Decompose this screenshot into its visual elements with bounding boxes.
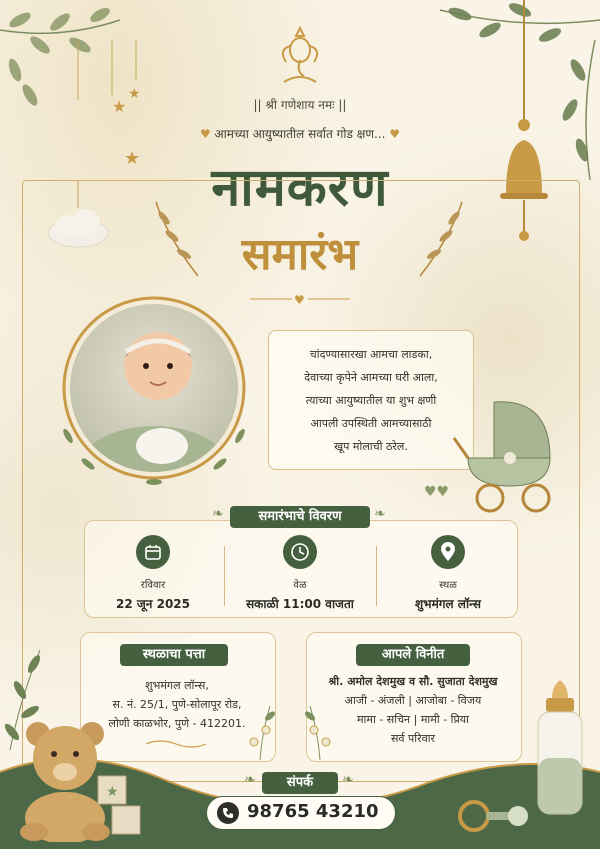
small-hearts-icon: ♥♥ — [424, 484, 450, 500]
tagline-text: आमच्या आयुष्यातील सर्वात गोड क्षण... — [214, 127, 386, 141]
hosts-line: आजी - अंजली | आजोबा - विजय — [344, 694, 482, 707]
time-label: वेळ — [293, 580, 307, 591]
svg-text:♥: ♥ — [294, 293, 305, 306]
place-column — [378, 535, 518, 612]
baby-photo — [58, 296, 250, 486]
verse-line: त्याच्या आयुष्यातील या शुभ क्षणी — [305, 394, 437, 407]
hosts-line: श्री. अमोल देशमुख व सौ. सुजाता देशमुख — [328, 675, 498, 688]
verse-line: खूप मोलाची ठरेल. — [334, 440, 408, 453]
address-line: लोणी काळभोर, पुणे - 412201. — [108, 717, 246, 730]
time-column — [230, 535, 370, 612]
heart-icon: ♥ — [389, 127, 401, 141]
address-line: शुभमंगल लॉन्स, — [145, 679, 209, 692]
calendar-icon — [136, 535, 170, 569]
title-line-1: नामकरण — [211, 157, 389, 218]
baby-rattle — [456, 794, 532, 840]
title-line-2: समारंभ — [241, 229, 359, 280]
time-value: सकाळी 11:00 वाजता — [246, 597, 354, 611]
date-column — [83, 535, 223, 612]
location-pin-icon — [431, 535, 465, 569]
tagline — [0, 125, 600, 142]
leaf-ornament-icon: ❧ — [374, 506, 386, 522]
phone-icon — [217, 802, 239, 824]
leaf-ornament-icon: ❧ — [244, 772, 256, 788]
verse-line: चांदण्यासारखा आमचा लाडका, — [309, 348, 433, 361]
hosts-line: मामा - सचिन | मामी - प्रिया — [356, 713, 470, 726]
date-label: रविवार — [140, 580, 166, 591]
place-label: स्थळ — [439, 580, 457, 591]
svg-text:★: ★ — [106, 784, 119, 800]
divider — [224, 546, 225, 606]
divider — [376, 546, 377, 606]
svg-text:★: ★ — [112, 97, 127, 116]
date-value: 22 जून 2025 — [115, 597, 191, 611]
address-line: स. नं. 25/1, पुणे-सोलापूर रोड, — [112, 698, 242, 711]
hosts-heading: आपले विनीत — [356, 644, 470, 666]
leaf-branch-bottom-left — [0, 640, 60, 750]
verse-line: आपली उपस्थिती आमच्यासाठी — [310, 417, 432, 430]
details-heading: समारंभाचे विवरण — [230, 506, 370, 528]
phone-pill[interactable] — [206, 796, 396, 830]
leaf-ornament-icon: ❧ — [212, 506, 224, 522]
address-heading: स्थळाचा पत्ता — [120, 644, 228, 666]
hosts-line: सर्व परिवार — [390, 732, 436, 745]
ganesha-icon — [276, 24, 324, 88]
verse-box — [268, 330, 474, 470]
place-value: शुभमंगल लॉन्स — [414, 597, 482, 611]
contact-heading: संपर्क — [262, 772, 338, 794]
clock-icon — [283, 535, 317, 569]
svg-text:★: ★ — [124, 148, 141, 169]
shloka-text: || श्री गणेशाय नमः || — [253, 98, 347, 112]
verse-line: देवाच्या कृपेने आमच्या घरी आला, — [304, 371, 438, 384]
heart-icon: ♥ — [199, 127, 211, 141]
baby-pram — [450, 398, 558, 516]
leaf-ornament-icon: ❧ — [342, 772, 354, 788]
toy-blocks — [94, 774, 148, 836]
phone-number[interactable]: 98765 43210 — [247, 801, 379, 822]
milk-bottle — [528, 678, 592, 818]
svg-text:★: ★ — [128, 86, 141, 102]
